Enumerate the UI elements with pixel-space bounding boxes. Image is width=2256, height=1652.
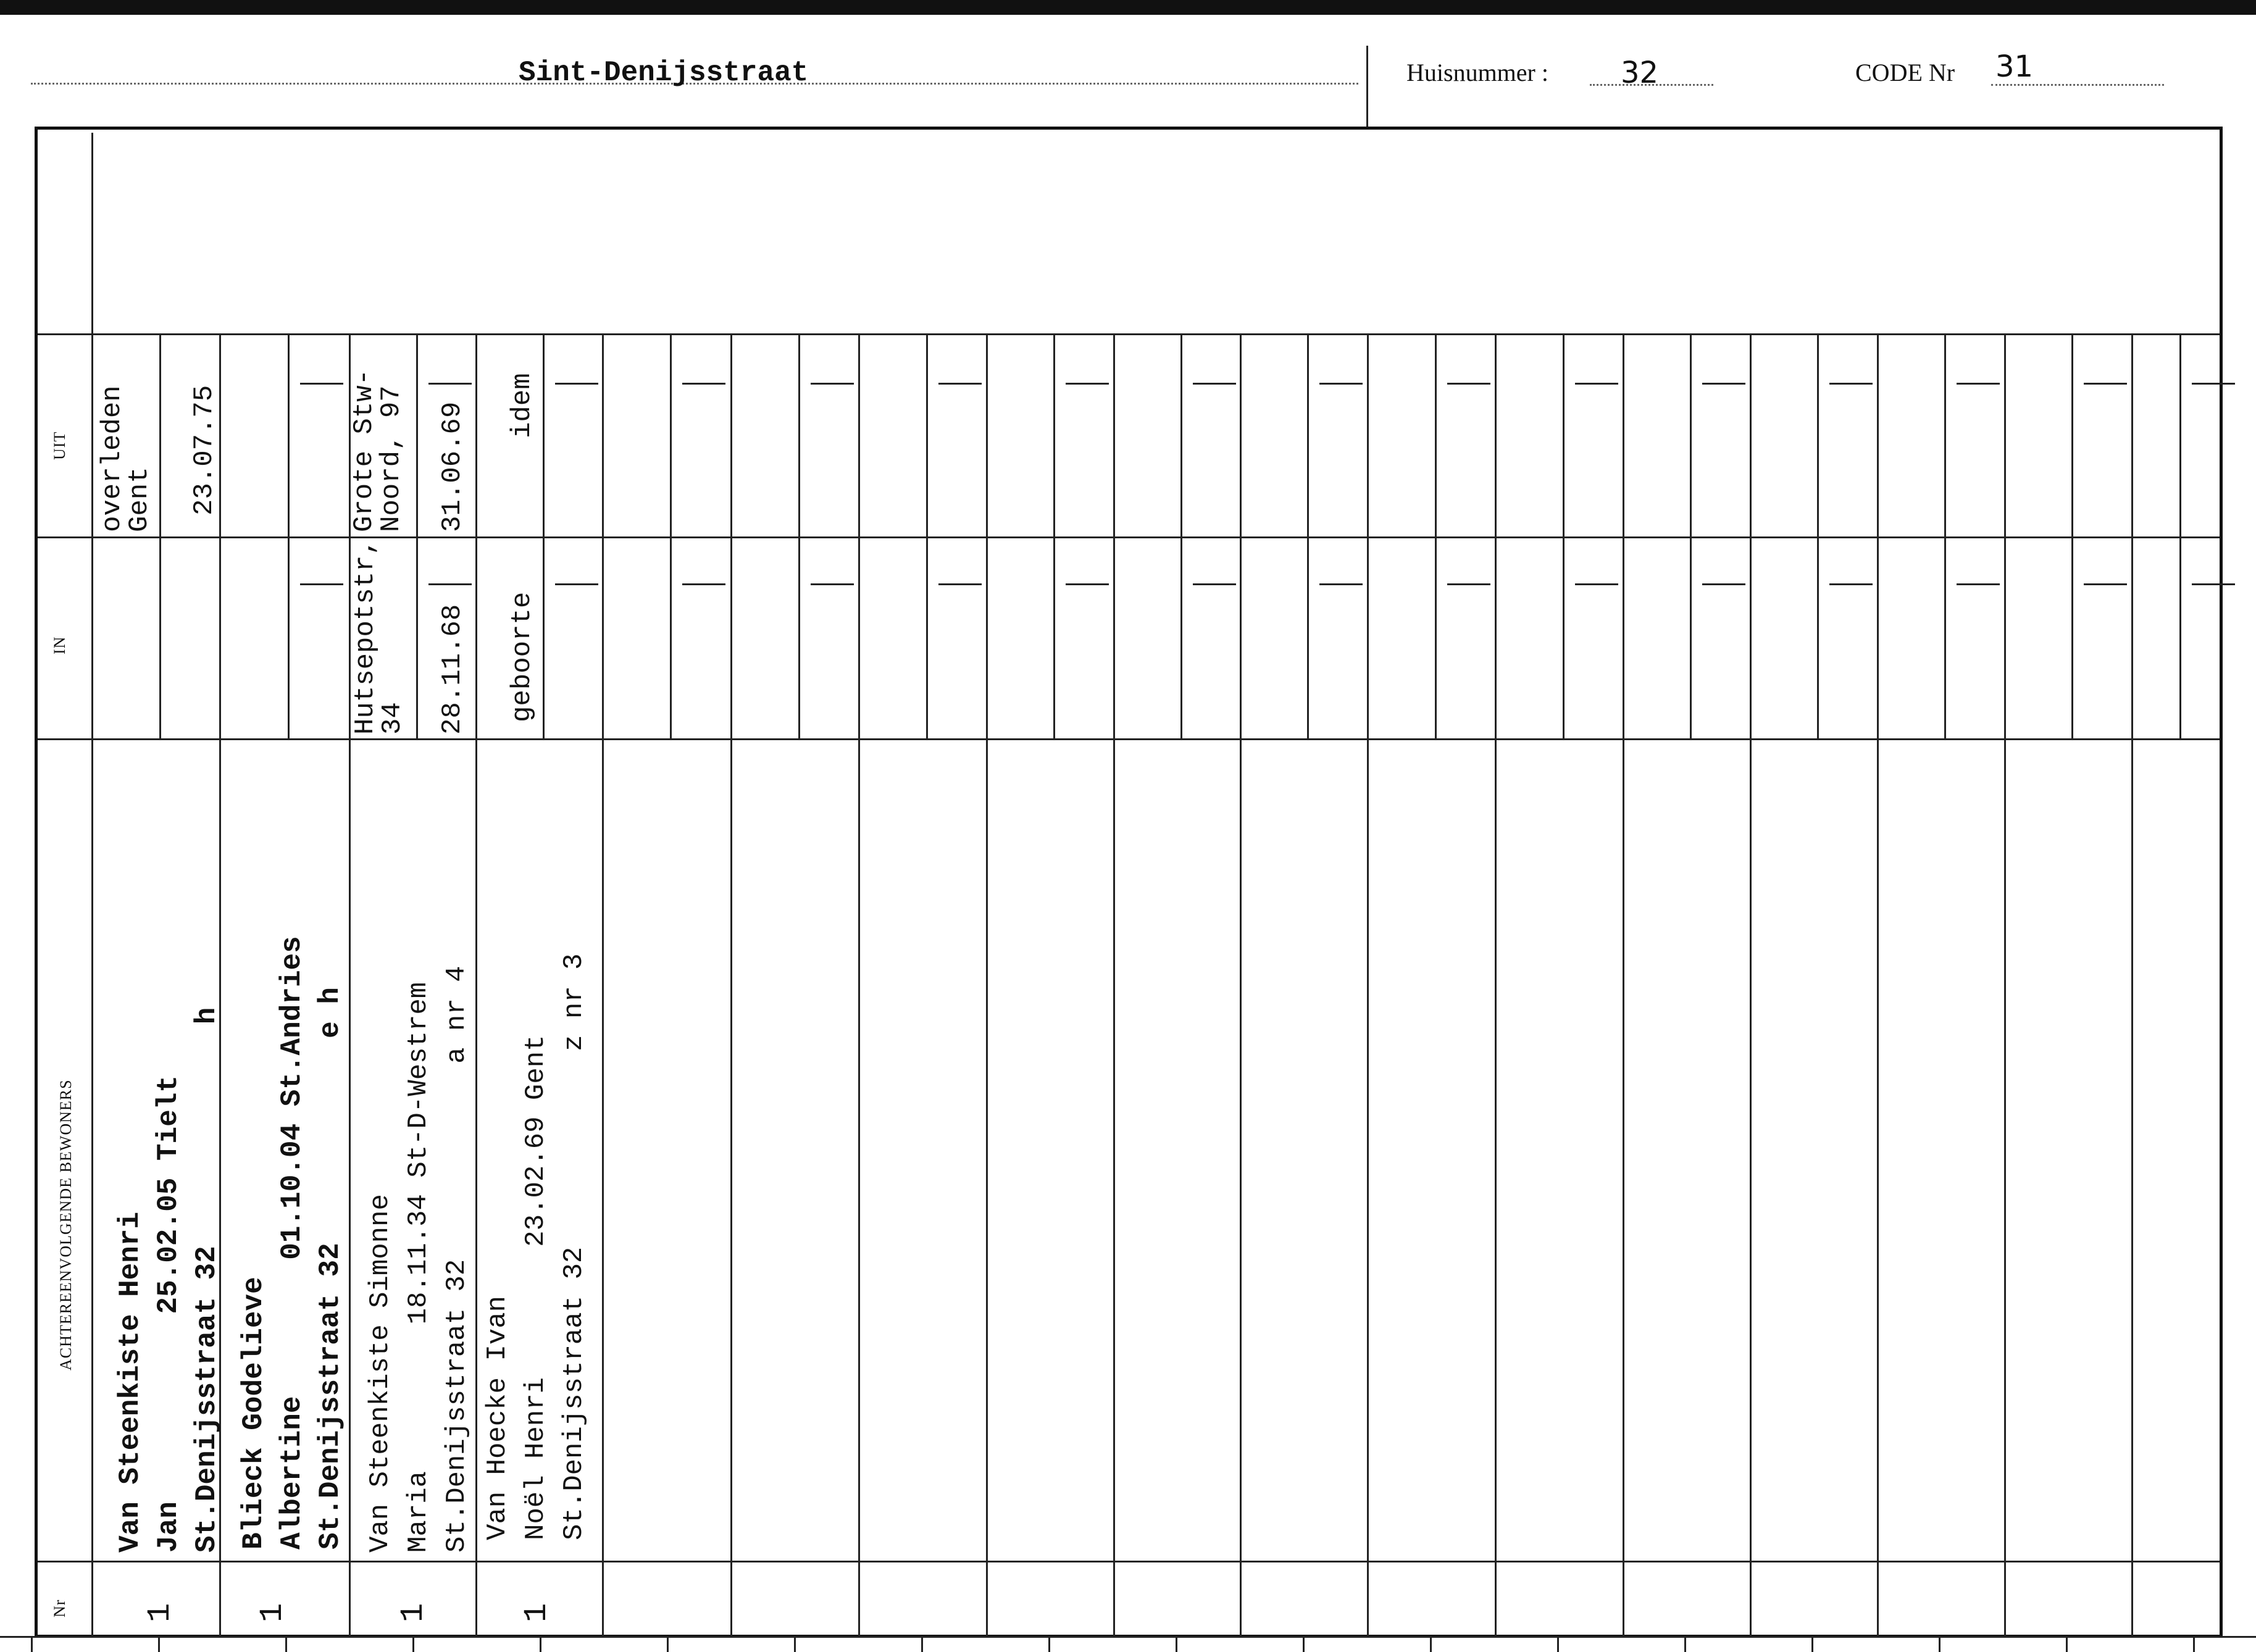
- resident-line: St.Denijsstraat 32 z nr 3: [559, 953, 590, 1540]
- record-1-nr: 1: [142, 1603, 178, 1622]
- dash-mark: [811, 383, 854, 385]
- dash-mark: [1575, 383, 1618, 385]
- code-dotted-line: [1991, 84, 2164, 86]
- sub-column-divider: [416, 333, 418, 738]
- nr-row-top: [38, 1561, 2220, 1562]
- record-3-uit-date: 31.06.69: [437, 401, 468, 532]
- dash-mark: [1447, 383, 1490, 385]
- bottom-tick: [667, 1636, 669, 1652]
- resident-line: St.Denijsstraat 32 a nr 4: [441, 966, 472, 1553]
- dash-mark: [1066, 383, 1109, 385]
- in-row-top: [38, 536, 2220, 538]
- sub-column-divider: [1307, 333, 1309, 738]
- sub-column-divider: [159, 333, 161, 738]
- sub-column-divider: [288, 333, 290, 738]
- bottom-tick: [158, 1636, 160, 1652]
- resident-line: Van Steenkiste Henri: [114, 1211, 146, 1553]
- dash-mark: [2192, 383, 2235, 385]
- record-1-resident: [111, 1007, 226, 1553]
- bottom-tick: [285, 1636, 287, 1652]
- header-divider: [1366, 46, 1368, 127]
- record-3-resident: [361, 966, 476, 1553]
- column-divider: [858, 333, 860, 1638]
- sub-column-divider: [1690, 333, 1692, 738]
- bottom-tick: [1176, 1636, 1177, 1652]
- record-4-in: geboorte: [507, 591, 538, 722]
- bottom-tick: [1811, 1636, 1813, 1652]
- bewoners-row-top: [38, 738, 2220, 740]
- bottom-tick: [412, 1636, 414, 1652]
- uit-row-top: [38, 333, 2220, 335]
- dash-mark: [1193, 383, 1236, 385]
- bottom-tick: [1684, 1636, 1686, 1652]
- dash-mark: [1829, 383, 1873, 385]
- dash-mark: [1702, 583, 1745, 585]
- top-border: [0, 0, 2256, 15]
- uit-line: Grote Stw-: [349, 369, 380, 532]
- resident-line: Noël Henri 23.02.69 Gent: [520, 1035, 551, 1540]
- resident-line: St.Denijsstraat 32 h: [191, 1007, 223, 1553]
- nr-label: Nr: [51, 1599, 69, 1617]
- column-divider: [730, 333, 732, 1638]
- resident-line: Blieck Godelieve: [238, 1277, 270, 1550]
- sub-column-divider: [1563, 333, 1565, 738]
- record-3-nr: 1: [395, 1603, 432, 1622]
- house-number-label: Huisnummer :: [1406, 59, 1548, 86]
- column-divider: [1495, 333, 1497, 1638]
- code-number: 31: [1995, 49, 2034, 84]
- sub-column-divider: [543, 333, 545, 738]
- dash-mark: [1829, 583, 1873, 585]
- column-divider: [986, 333, 988, 1638]
- sub-column-divider: [1053, 333, 1055, 738]
- bottom-tick: [540, 1636, 541, 1652]
- column-divider: [2131, 333, 2133, 1638]
- dash-mark: [938, 583, 982, 585]
- bottom-tick: [1303, 1636, 1305, 1652]
- sub-column-divider: [926, 333, 928, 738]
- uit-label: UIT: [51, 431, 69, 460]
- record-2-resident: [235, 936, 349, 1550]
- record-3-in: [352, 539, 406, 735]
- column-divider: [1877, 333, 1879, 1638]
- dash-mark: [1193, 583, 1236, 585]
- dash-mark: [300, 383, 343, 385]
- dash-mark: [1319, 383, 1363, 385]
- dash-mark: [682, 583, 725, 585]
- street-name: Sint-Denijsstraat: [519, 57, 809, 89]
- in-line: Hutsepotstr,: [350, 539, 381, 735]
- record-4-resident: [478, 953, 593, 1540]
- in-label: IN: [51, 636, 69, 654]
- bottom-tick: [1939, 1636, 1941, 1652]
- record-3-in-date: 28.11.68: [437, 604, 468, 735]
- sub-column-divider: [2071, 333, 2073, 738]
- bottom-tick: [2066, 1636, 2068, 1652]
- resident-line: Van Steenkiste Simonne: [365, 1194, 396, 1553]
- bottom-rule: [0, 1636, 2256, 1638]
- bottom-tick: [1557, 1636, 1559, 1652]
- dash-mark: [300, 583, 343, 585]
- dash-mark: [428, 383, 472, 385]
- column-divider: [602, 333, 604, 1638]
- column-divider: [1113, 333, 1115, 1638]
- dash-mark: [1319, 583, 1363, 585]
- dash-mark: [2192, 583, 2235, 585]
- resident-line: Albertine 01.10.04 St.Andries: [276, 936, 308, 1550]
- uit-line: Noord, 97: [376, 385, 407, 532]
- dash-mark: [1066, 583, 1109, 585]
- bottom-tick: [1048, 1636, 1050, 1652]
- record-4-uit: idem: [507, 373, 538, 438]
- record-1-uit: [99, 385, 153, 532]
- column-divider: [2004, 333, 2006, 1638]
- column-divider: [1750, 333, 1752, 1638]
- dash-mark: [2084, 383, 2127, 385]
- record-4-nr: 1: [519, 1603, 555, 1622]
- bottom-tick: [31, 1636, 33, 1652]
- bottom-tick: [921, 1636, 923, 1652]
- dash-mark: [682, 383, 725, 385]
- sub-column-divider: [1180, 333, 1182, 738]
- bottom-tick: [794, 1636, 796, 1652]
- resident-line: Maria 18.11.34 St-D-Westrem: [403, 982, 434, 1553]
- sub-column-divider: [798, 333, 800, 738]
- record-1-uit-date: 23.07.75: [189, 385, 220, 515]
- dash-mark: [428, 583, 472, 585]
- record-2-nr: 1: [254, 1603, 291, 1622]
- column-divider: [1623, 333, 1624, 1638]
- dash-mark: [1447, 583, 1490, 585]
- sub-column-divider: [2179, 333, 2181, 738]
- resident-line: Jan 25.02.05 Tielt: [152, 1075, 185, 1553]
- house-number: 32: [1621, 56, 1659, 90]
- sub-column-divider: [1435, 333, 1437, 738]
- dash-mark: [938, 383, 982, 385]
- column-divider: [1240, 333, 1242, 1638]
- label-column-divider: [91, 133, 93, 1638]
- sub-column-divider: [1944, 333, 1946, 738]
- uit-line: Gent: [124, 467, 155, 532]
- uit-line: overleden: [97, 385, 128, 532]
- resident-line: St.Denijsstraat 32 e h: [314, 987, 346, 1550]
- sub-column-divider: [1817, 333, 1819, 738]
- dash-mark: [1702, 383, 1745, 385]
- dash-mark: [2084, 583, 2127, 585]
- bottom-tick: [2193, 1636, 2195, 1652]
- sub-column-divider: [670, 333, 672, 738]
- bottom-tick: [1430, 1636, 1432, 1652]
- dash-mark: [1957, 383, 2000, 385]
- bewoners-label: ACHTEREENVOLGENDE BEWONERS: [57, 1079, 75, 1370]
- dash-mark: [811, 583, 854, 585]
- in-line: 34: [377, 702, 408, 735]
- code-label: CODE Nr: [1855, 59, 1955, 86]
- column-divider: [1367, 333, 1369, 1638]
- dash-mark: [1575, 583, 1618, 585]
- dash-mark: [555, 383, 598, 385]
- dash-mark: [555, 583, 598, 585]
- resident-line: Van Hoecke Ivan: [482, 1295, 513, 1540]
- dash-mark: [1957, 583, 2000, 585]
- record-3-uit: [351, 369, 405, 532]
